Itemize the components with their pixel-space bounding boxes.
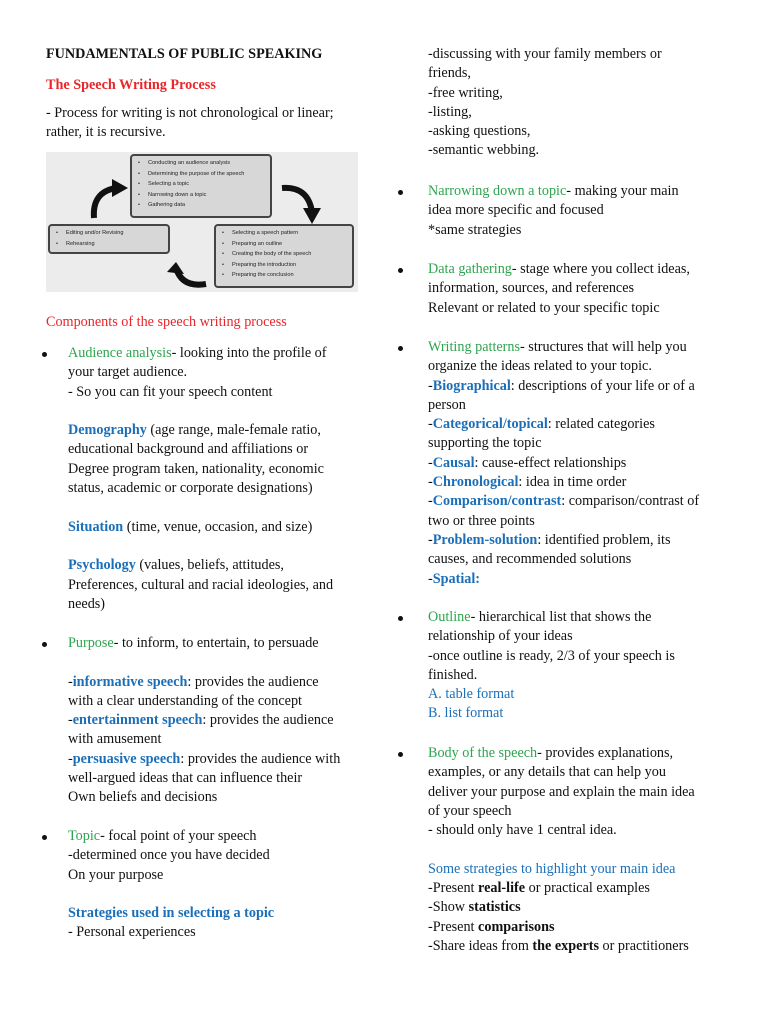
definition-text: supporting the topic (428, 435, 542, 452)
diagram-step: • Creating the body of the speech (232, 249, 348, 260)
definition-text: relationship of your ideas (428, 628, 573, 645)
definition-text: finished. (428, 666, 478, 683)
list-item-writing-patterns: Writing patterns- structures that will help you organize the ideas related to your topic. -Biographical: descriptions of your life or of a person -Categorical/topical: related categories supporting the topic -Causal: cause-effect relationships -Chronological: idea in time order -Comparison/contrast: comparison/contrast of two or three points -Problem-solution: identified problem, its causes, and recommended solutions -Spatial: (402, 338, 742, 589)
definition-text: : idea in time order (518, 474, 627, 491)
strategy-item: -asking questions, (428, 123, 531, 140)
diagram-step: • Rehearsing (66, 239, 164, 250)
definition-text: - making your main (566, 183, 679, 199)
definition-text: - So you can fit your speech content (68, 383, 273, 400)
bullet-icon (398, 190, 403, 195)
definition-text: - should only have 1 central idea. (428, 822, 617, 839)
term-topic: Topic (68, 828, 101, 844)
definition-text: : descriptions of your life or of a (510, 377, 695, 394)
definition-text: of your speech (428, 802, 512, 819)
strategy-emphasis: comparisons (478, 918, 555, 935)
term-persuasive-speech: persuasive speech (72, 750, 181, 767)
curved-arrow-icon (86, 178, 130, 222)
definition-text: - structures that will help you (520, 339, 687, 355)
definition-text: - focal point of your speech (100, 828, 257, 844)
definition-text: causes, and recommended solutions (428, 551, 632, 568)
document-title (46, 45, 376, 64)
bullet-icon (398, 752, 403, 757)
strategy-item: -discussing with your family members or (428, 46, 662, 62)
definition-text: (values, beliefs, attitudes, (135, 557, 284, 574)
term-demography: Demography (68, 422, 147, 439)
term-pattern: Categorical/topical (432, 416, 548, 433)
term-situation: Situation (68, 518, 124, 535)
curved-arrow-icon (280, 180, 324, 226)
strategy-text: or practical examples (525, 880, 650, 897)
term-pattern: Comparison/contrast (432, 493, 562, 510)
term-purpose: Purpose (68, 635, 114, 651)
strategy-emphasis: the experts (532, 937, 599, 954)
diagram-step: • Preparing the conclusion (232, 270, 348, 281)
term-pattern: Chronological (432, 474, 519, 491)
definition-text: - hierarchical list that shows the (470, 609, 652, 625)
intro-paragraph (46, 104, 376, 143)
diagram-box-left (48, 224, 170, 254)
strategy-text: -Show (428, 899, 469, 916)
strategy-item: -free writing, (428, 84, 503, 101)
bullet-icon (42, 835, 47, 840)
term-pattern: Biographical (432, 377, 511, 394)
term-data-gathering: Data gathering (428, 261, 512, 277)
definition-text: examples, or any details that can help you (428, 764, 666, 781)
definition-text: Degree program taken, nationality, economic (68, 460, 324, 477)
term-body-of-speech: Body of the speech (428, 745, 538, 761)
term-pattern: Spatial: (432, 570, 481, 587)
definition-text: person (428, 396, 466, 413)
term-pattern: Problem-solution (432, 531, 538, 548)
diagram-box-right (214, 224, 354, 288)
term-narrowing-down: Narrowing down a topic (428, 183, 567, 199)
strategy-text: or practitioners (599, 937, 689, 954)
definition-text: status, academic or corporate designations) (68, 480, 313, 497)
intro-line: rather, it is recursive. (46, 124, 166, 141)
definition-text: idea more specific and focused (428, 202, 604, 219)
definition-text: : provides the audience (187, 673, 319, 690)
term-informative-speech: informative speech (72, 673, 188, 690)
section-subtitle (46, 76, 376, 95)
definition-text: well-argued ideas that can influence their (68, 770, 303, 787)
bullet-icon (398, 616, 403, 621)
definition-text: two or three points (428, 512, 535, 529)
outline-format: B. list format (428, 705, 504, 722)
strategy-emphasis: real-life (478, 880, 526, 897)
bullet-icon (42, 352, 47, 357)
definition-text: : related categories (547, 416, 655, 433)
definition-text: (age range, male-female ratio, (146, 422, 321, 439)
strategy-item: -listing, (428, 103, 472, 120)
intro-line: - Process for writing is not chronological or linear; (46, 105, 334, 121)
strategy-text: -Present (428, 918, 479, 935)
definition-text: - looking into the profile of (171, 345, 327, 361)
definition-text: *same strategies (428, 221, 522, 238)
strategies-heading: Strategies used in selecting a topic (68, 905, 275, 922)
definition-text: Relevant or related to your specific topic (428, 299, 660, 316)
definition-text: : identified problem, its (537, 531, 671, 548)
term-writing-patterns: Writing patterns (428, 339, 521, 355)
list-item-topic (46, 827, 376, 943)
definition-text: needs) (68, 595, 106, 612)
definition-text: : provides the audience (202, 712, 334, 729)
list-item-audience-analysis (46, 344, 376, 614)
list-item-data-gathering (402, 260, 742, 318)
definition-text: your target audience. (68, 364, 188, 381)
strategy-item: friends, (428, 65, 471, 82)
subtitle-text: The Speech Writing Process (46, 77, 216, 93)
diagram-step: • Selecting a topic (148, 179, 266, 190)
outline-format: A. table format (428, 686, 515, 703)
definition-text: -determined once you have decided (68, 847, 270, 864)
diagram-step: • Gathering data (148, 200, 266, 211)
definition-text: (time, venue, occasion, and size) (123, 518, 313, 535)
components-heading-text: Components of the speech writing process (46, 314, 287, 330)
diagram-step: • Preparing an outline (232, 239, 348, 250)
diagram-step: • Preparing the introduction (232, 260, 348, 271)
strategy-emphasis: statistics (468, 899, 521, 916)
definition-text: - provides explanations, (537, 745, 674, 761)
speech-writing-process-diagram (46, 152, 358, 292)
definition-text: educational background and affiliations or (68, 441, 309, 458)
definition-text: Own beliefs and decisions (68, 789, 218, 806)
term-audience-analysis: Audience analysis (68, 345, 172, 361)
definition-text: - stage where you collect ideas, (511, 261, 690, 277)
diagram-box-top (130, 154, 272, 218)
diagram-step: • Conducting an audience analysis (148, 158, 266, 169)
diagram-step: • Narrowing down a topic (148, 190, 266, 201)
term-psychology: Psychology (68, 557, 136, 574)
strategy-item: - Personal experiences (68, 924, 196, 941)
bullet-icon (398, 346, 403, 351)
diagram-step: • Determining the purpose of the speech (148, 169, 266, 180)
term-pattern: Causal (432, 454, 475, 471)
strategy-item: -semantic webbing. (428, 142, 540, 159)
definition-text: deliver your purpose and explain the main idea (428, 783, 695, 800)
definition-text: organize the ideas related to your topic. (428, 358, 652, 375)
list-item-narrowing (402, 182, 742, 240)
strategies-heading: Some strategies to highlight your main idea (428, 860, 676, 877)
bullet-icon (398, 268, 403, 273)
definition-text: : provides the audience with (180, 750, 341, 767)
components-heading (46, 313, 376, 332)
definition-text: : comparison/contrast of (561, 493, 700, 510)
diagram-step: • Selecting a speech pattern (232, 228, 348, 239)
bullet-icon (42, 642, 47, 647)
definition-text: : cause-effect relationships (474, 454, 627, 471)
list-item-body-of-speech (402, 744, 742, 956)
definition-text: - to inform, to entertain, to persuade (113, 635, 319, 651)
definition-text: with a clear understanding of the concept (68, 692, 303, 709)
definition-text: -once outline is ready, 2/3 of your speech is (428, 647, 675, 664)
curved-arrow-icon (164, 262, 210, 292)
term-entertainment-speech: entertainment speech (72, 712, 203, 729)
diagram-step: • Editing and/or Revising (66, 228, 164, 239)
definition-text: with amusement (68, 731, 162, 748)
definition-text: information, sources, and references (428, 280, 635, 297)
strategy-text: -Present (428, 880, 479, 897)
definition-text: Preferences, cultural and racial ideologies, and (68, 576, 334, 593)
topic-strategies-continued (428, 45, 742, 161)
list-item-purpose: Purpose- to inform, to entertain, to persuade -informative speech: provides the audience with a clear understanding of the concept -entertainment speech: provides the audience with amusement -persuasive speech: provides the audience with well-argued ideas that can influence their Own beliefs and decisions (46, 634, 376, 808)
title-text: FUNDAMENTALS OF PUBLIC SPEAKING (46, 46, 323, 62)
definition-text: On your purpose (68, 866, 164, 883)
list-item-outline (402, 608, 742, 724)
strategy-text: -Share ideas from (428, 937, 533, 954)
term-outline: Outline (428, 609, 471, 625)
